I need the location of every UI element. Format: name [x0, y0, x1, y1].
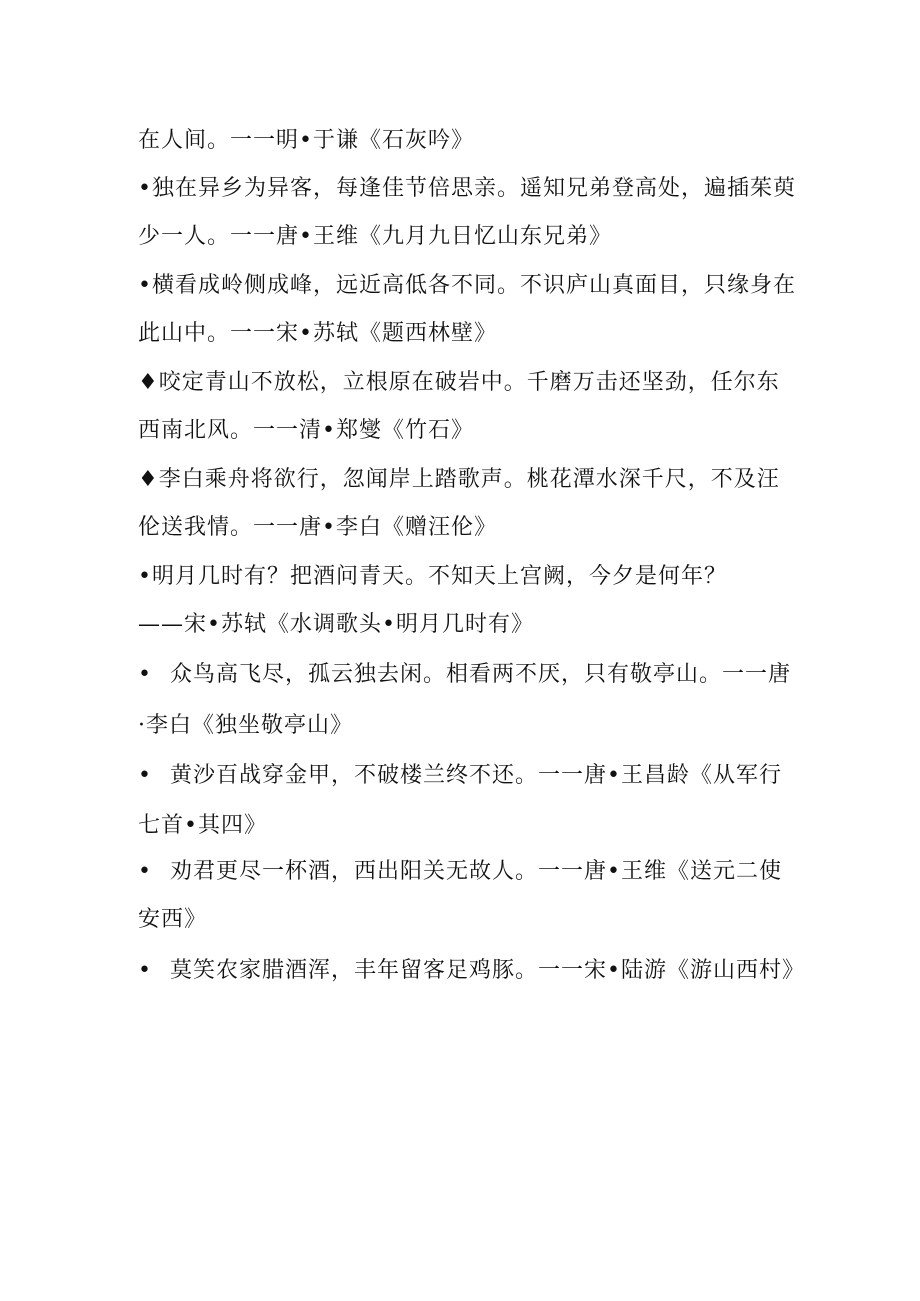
text-line: 西南北风。一一清•郑燮《竹石》	[138, 418, 474, 443]
text-line: 少一人。一一唐•王维《九月九日忆山东兄弟》	[138, 224, 612, 249]
text-line	[138, 660, 791, 690]
text-line: ♦咬定青山不放松，立根原在破岩中。千磨万击还坚劲，任尔东	[138, 370, 780, 395]
bullet-icon: •	[138, 859, 152, 884]
text-line: •横看成岭侧成峰，远近高低各不同。不识庐山真面目，只缘身在	[138, 273, 796, 298]
text-line: ——宋•苏轼《水调歌头•明月几时有》	[138, 612, 534, 637]
bullet-icon: •	[138, 958, 152, 983]
text-line: •明月几时有？把酒问青天。不知天上宫阙，今夕是何年？	[138, 564, 727, 589]
text-line	[138, 761, 782, 791]
line-text: 众鸟高飞尽，孤云独去闲。相看两不厌，只有敬亭山。一一唐	[169, 662, 791, 687]
text-line: 在人间。一一明•于谦《石灰吟》	[138, 128, 474, 153]
bullet-icon: •	[138, 662, 152, 687]
text-line: •独在异乡为异客，每逢佳节倍思亲。遥知兄弟登高处，遍插茱萸	[138, 176, 796, 201]
text-line	[138, 857, 782, 887]
text-line: 七首•其四》	[138, 813, 267, 838]
text-line	[138, 956, 805, 986]
text-line: 安西》	[138, 907, 208, 932]
bullet-icon: •	[138, 763, 152, 788]
line-text: 莫笑农家腊酒浑，丰年留客足鸡豚。一一宋•陆游《游山西村》	[169, 958, 805, 983]
text-line: ♦李白乘舟将欲行，忽闻岸上踏歌声。桃花潭水深千尺，不及汪	[138, 467, 780, 492]
text-line: ·李白《独坐敬亭山》	[138, 713, 353, 738]
line-text: 黄沙百战穿金甲，不破楼兰终不还。一一唐•王昌龄《从军行	[169, 763, 782, 788]
text-line: 此山中。一一宋•苏轼《题西林壁》	[138, 321, 497, 346]
text-line: 伦送我情。一一唐•李白《赠汪伦》	[138, 515, 497, 540]
line-text: 劝君更尽一杯酒，西出阳关无故人。一一唐•王维《送元二使	[169, 859, 782, 884]
